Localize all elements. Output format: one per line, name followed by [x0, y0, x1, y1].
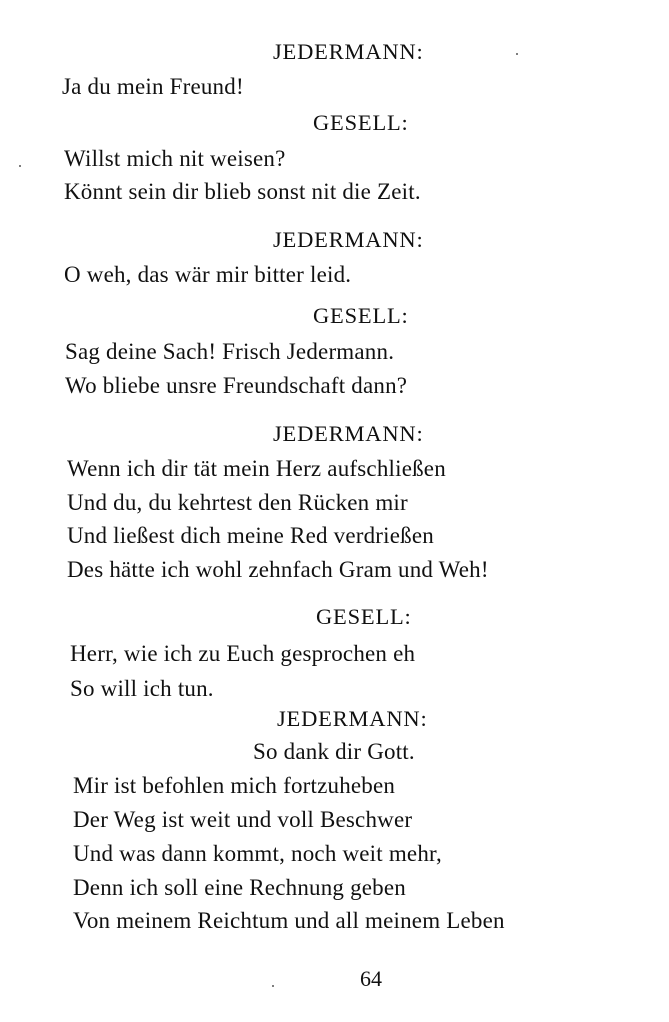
- verse-line: Könnt sein dir blieb sonst nit die Zeit.: [64, 179, 421, 204]
- page-number: 64: [360, 966, 382, 991]
- verse-line: Herr, wie ich zu Euch gesprochen eh: [70, 641, 416, 666]
- verse-line: Wo bliebe unsre Freundschaft dann?: [65, 373, 408, 398]
- speaker-gesell: GESELL:: [313, 110, 409, 135]
- verse-line-indented: So dank dir Gott.: [253, 739, 415, 764]
- scan-speck: [19, 165, 21, 167]
- verse-line: Und ließest dich meine Red verdrießen: [67, 523, 434, 548]
- speaker-jedermann: JEDERMANN:: [277, 706, 428, 731]
- verse-line: Mir ist befohlen mich fortzuheben: [73, 773, 396, 798]
- verse-line: Denn ich soll eine Rechnung geben: [73, 875, 406, 900]
- speaker-jedermann: JEDERMANN:: [273, 421, 424, 446]
- speaker-gesell: GESELL:: [316, 604, 412, 629]
- verse-line: Und was dann kommt, noch weit mehr,: [73, 841, 442, 866]
- verse-line: Von meinem Reichtum und all meinem Leben: [73, 908, 505, 933]
- verse-line: So will ich tun.: [70, 676, 214, 701]
- speaker-gesell: GESELL:: [313, 303, 409, 328]
- scan-speck: [516, 53, 518, 55]
- verse-line: Ja du mein Freund!: [62, 74, 244, 99]
- speaker-jedermann: JEDERMANN:: [273, 39, 424, 64]
- scan-speck: [272, 985, 274, 987]
- verse-line: Der Weg ist weit und voll Beschwer: [73, 807, 413, 832]
- verse-line: O weh, das wär mir bitter leid.: [64, 262, 352, 287]
- verse-line: Sag deine Sach! Frisch Jedermann.: [65, 339, 395, 364]
- verse-line: Wenn ich dir tät mein Herz aufschließen: [67, 456, 446, 481]
- verse-line: Des hätte ich wohl zehnfach Gram und Weh!: [67, 557, 489, 582]
- verse-line: Und du, du kehrtest den Rücken mir: [67, 490, 408, 515]
- verse-line: Willst mich nit weisen?: [64, 146, 286, 171]
- speaker-jedermann: JEDERMANN:: [273, 227, 424, 252]
